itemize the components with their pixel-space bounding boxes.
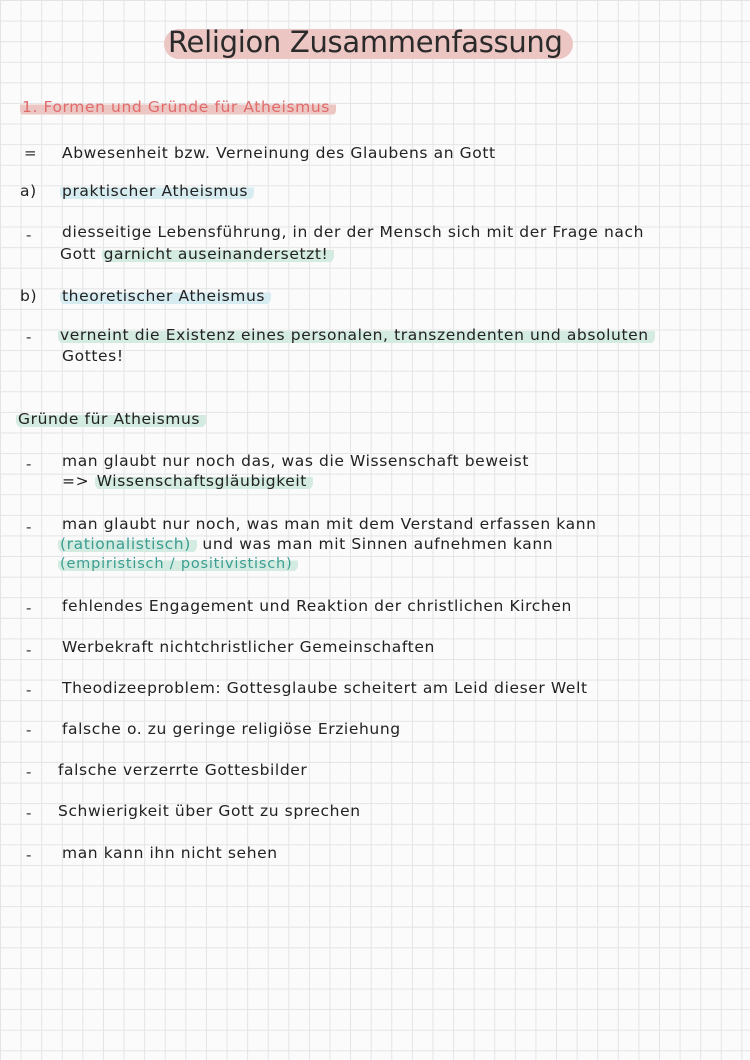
theoretical-line-1: [58, 325, 655, 345]
reason-1-line-1: man glaubt nur noch das, was die Wissenschaft beweist: [62, 452, 529, 470]
subsection-b-heading-text: theoretischer Atheismus: [60, 287, 271, 305]
theoretical-line-2: Gottes!: [62, 347, 124, 365]
bullet-marker: -: [26, 681, 33, 699]
reason-2-line-1: man glaubt nur noch, was man mit dem Verstand erfassen kann: [62, 515, 597, 533]
subsection-a-heading-text: praktischer Atheismus: [60, 182, 254, 200]
reason-2-line-2: [58, 534, 553, 554]
bullet-marker: -: [26, 328, 33, 346]
bullet-marker: -: [26, 226, 33, 244]
section-heading: [20, 97, 336, 117]
bullet-marker: -: [26, 721, 33, 739]
practical-highlight: garnicht auseinandersetzt!: [102, 245, 335, 263]
reasons-heading: [16, 409, 206, 429]
bullet-marker: -: [26, 641, 33, 659]
reasons-heading-text: Gründe für Atheismus: [16, 410, 206, 428]
section-heading-text: 1. Formen und Gründe für Atheismus: [20, 98, 336, 116]
definition-text: Abwesenheit bzw. Verneinung des Glaubens an Gott: [62, 144, 496, 162]
reason-2-line-2-rest: und was man mit Sinnen aufnehmen kann: [202, 535, 554, 553]
definition-marker: =: [24, 144, 38, 162]
bullet-marker: -: [26, 846, 33, 864]
subsection-b-marker: b): [20, 287, 38, 305]
reason-2-highlight-2: (empiristisch / positivistisch): [58, 556, 298, 572]
subsection-a-marker: a): [20, 182, 37, 200]
practical-line-1: diesseitige Lebensführung, in der der Mensch sich mit der Frage nach: [62, 223, 645, 241]
bullet-marker: -: [26, 599, 33, 617]
practical-line-2-prefix: Gott: [60, 245, 97, 263]
theoretical-line-1-text: verneint die Existenz eines personalen, transzendenten und absoluten: [58, 326, 655, 344]
reason-8: Schwierigkeit über Gott zu sprechen: [58, 802, 361, 820]
subsection-a-heading: [60, 181, 254, 201]
page-title-text: Religion Zusammenfassung: [168, 25, 563, 59]
reason-4: Werbekraft nichtchristlicher Gemeinschaften: [62, 638, 435, 656]
bullet-marker: -: [26, 518, 33, 536]
reason-9: man kann ihn nicht sehen: [62, 844, 278, 862]
reason-1-line-2: [62, 471, 313, 491]
subsection-b-heading: [60, 286, 271, 306]
reason-5: Theodizeeproblem: Gottesglaube scheitert am Leid dieser Welt: [62, 679, 588, 697]
reason-3: fehlendes Engagement und Reaktion der christlichen Kirchen: [62, 597, 572, 615]
reason-1-highlight: Wissenschaftsgläubigkeit: [95, 472, 313, 490]
reason-2-line-3: [58, 554, 298, 574]
reason-2-highlight-1: (rationalistisch): [58, 535, 197, 553]
practical-line-2: [60, 244, 334, 264]
page-title: [168, 23, 563, 61]
bullet-marker: -: [26, 763, 33, 781]
reason-7: falsche verzerrte Gottesbilder: [58, 761, 308, 779]
bullet-marker: -: [26, 804, 33, 822]
bullet-marker: -: [26, 455, 33, 473]
reason-6: falsche o. zu geringe religiöse Erziehung: [62, 720, 401, 738]
arrow-marker: =>: [62, 472, 90, 490]
